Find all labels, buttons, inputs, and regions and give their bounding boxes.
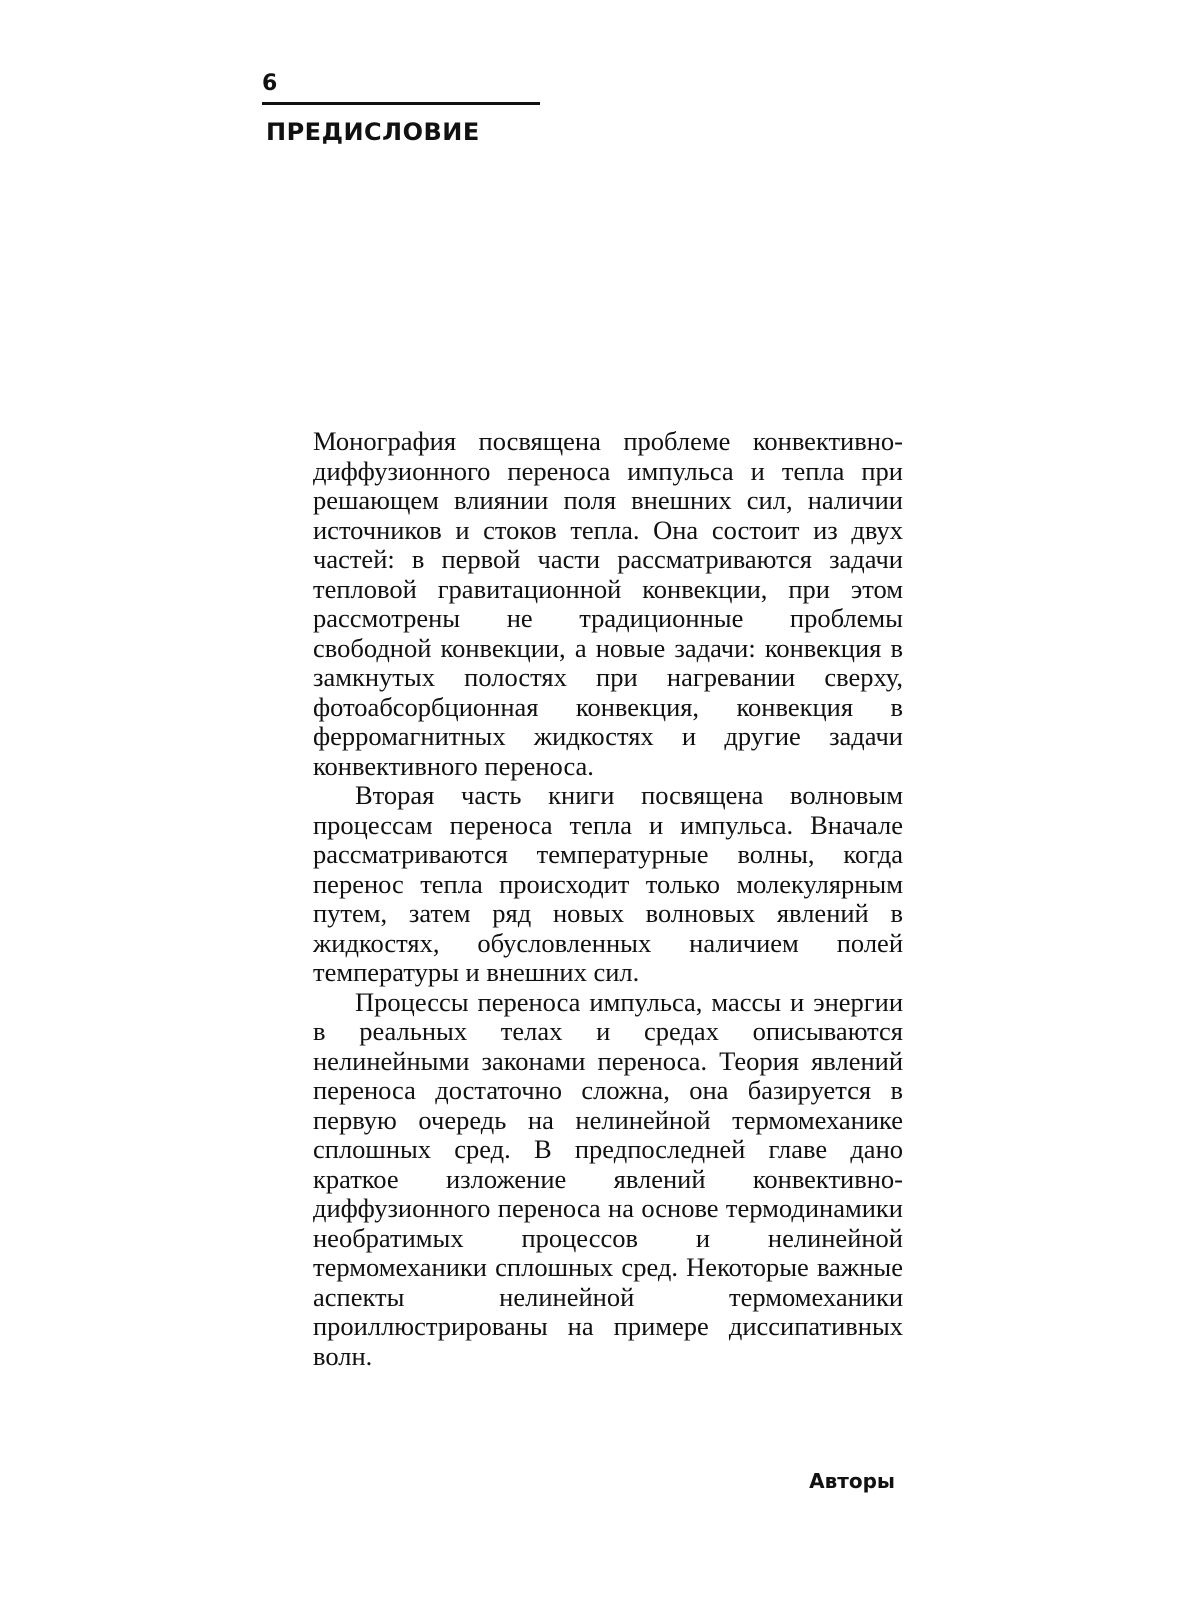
paragraph-3: Процессы переноса импульса, массы и энергии в реальных телах и средах описываются нелинейными законами переноса. Теория явлений переноса достаточно сложна, она базируется в первую очередь на нелинейной термомеханике сплошных сред. В предпоследней главе дано краткое изложение явлений конвективно-диффузионного переноса на основе термодинамики необратимых процессов и нелинейной термомеханики сплошных сред. Некоторые важные аспекты нелинейной термомеханики проиллюстрированы на примере диссипативных волн.	[313, 986, 903, 1371]
section-title: ПРЕДИСЛОВИЕ	[266, 118, 480, 146]
signature: Авторы	[809, 1469, 895, 1493]
paragraph-2: Вторая часть книги посвящена волновым процессам переноса тепла и импульса. Вначале рассматриваются температурные волны, когда перенос тепла происходит только молекулярным путем, затем ряд новых волновых явлений в жидкостях, обусловленных наличием полей температуры и внешних сил.	[313, 780, 903, 987]
preface-body	[313, 427, 903, 1371]
paragraph-1: Монография посвящена проблеме конвективно-диффузионного переноса импульса и тепла при решающем влиянии поля внешних сил, наличии источников и стоков тепла. Она состоит из двух частей: в первой части рассматриваются задачи тепловой гравитационной конвекции, при этом рассмотрены не традиционные проблемы свободной конвекции, а новые задачи: конвекция в замкнутых полостях при нагревании сверху, фотоабсорбционная конвекция, конвекция в ферромагнитных жидкостях и другие задачи конвективного переноса.	[313, 426, 903, 781]
header-rule	[262, 102, 540, 105]
page-number: 6	[262, 71, 278, 96]
